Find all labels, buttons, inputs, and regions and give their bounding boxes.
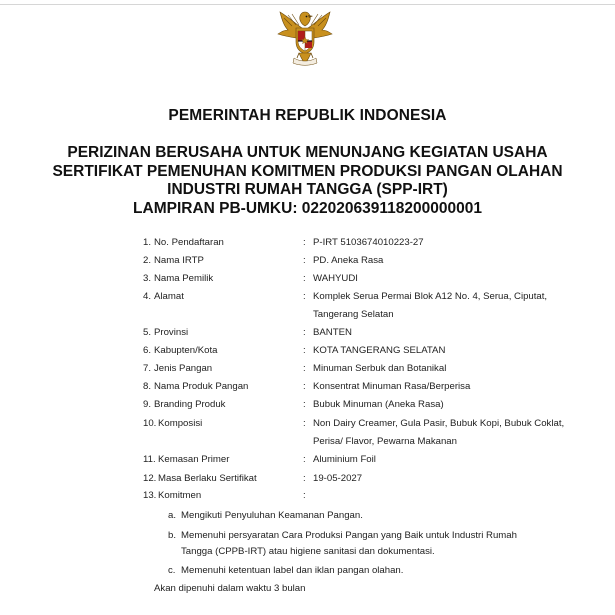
item-separator: :	[303, 345, 306, 356]
item-separator: :	[303, 399, 306, 410]
item-separator: :	[303, 327, 306, 338]
item-label: Nama Produk Pangan	[154, 381, 249, 392]
item-number: 4.	[143, 291, 152, 302]
item-label: Komposisi	[158, 418, 203, 429]
detail-row-alamat	[0, 291, 615, 303]
item-separator: :	[303, 273, 306, 284]
item-number: 11.	[143, 454, 156, 465]
komitmen-letter: c.	[168, 565, 176, 576]
footer-note: Akan dipenuhi dalam waktu 3 bulan	[154, 583, 306, 594]
heading-line-3: INDUSTRI RUMAH TANGGA (SPP-IRT)	[167, 181, 448, 198]
komitmen-item-b	[0, 530, 615, 542]
item-value-continued: Perisa/ Flavor, Pewarna Makanan	[313, 436, 457, 447]
item-separator: :	[303, 454, 306, 465]
item-value: WAHYUDI	[313, 273, 358, 284]
item-separator: :	[303, 473, 306, 484]
item-label: Nama IRTP	[154, 255, 204, 266]
item-value: Non Dairy Creamer, Gula Pasir, Bubuk Kopi, Bubuk Coklat,	[313, 418, 565, 429]
item-number: 1.	[143, 237, 152, 248]
item-number: 2.	[143, 255, 152, 266]
item-separator: :	[303, 363, 306, 374]
item-label: No. Pendaftaran	[154, 237, 224, 248]
detail-row-nama-pemilik	[0, 273, 615, 285]
heading-line-2: SERTIFIKAT PEMENUHAN KOMITMEN PRODUKSI PANGAN OLAHAN	[52, 162, 563, 180]
item-value: KOTA TANGERANG SELATAN	[313, 345, 446, 356]
detail-row-kemasan-primer	[0, 454, 615, 466]
item-label: Komitmen	[158, 490, 202, 501]
detail-row-no-pendaftaran	[0, 237, 615, 249]
item-label: Masa Berlaku Sertifikat	[158, 473, 257, 484]
item-separator: :	[303, 237, 306, 248]
item-separator: :	[303, 490, 306, 501]
detail-row-masa-berlaku	[0, 473, 615, 485]
item-separator: :	[303, 418, 306, 429]
item-label: Alamat	[154, 291, 184, 302]
item-value-continued: Tangerang Selatan	[313, 309, 394, 320]
komitmen-item-c	[0, 565, 615, 577]
detail-row-komposisi	[0, 418, 615, 430]
komitmen-text: Mengikuti Penyuluhan Keamanan Pangan.	[181, 510, 363, 521]
item-separator: :	[303, 291, 306, 302]
item-label: Jenis Pangan	[154, 363, 213, 374]
item-value: 19-05-2027	[313, 473, 363, 484]
item-number: 7.	[143, 363, 152, 374]
detail-row-branding-produk	[0, 399, 615, 411]
detail-row-provinsi	[0, 327, 615, 339]
komitmen-text: Memenuhi persyaratan Cara Produksi Pangan yang Baik untuk Industri Rumah	[181, 530, 517, 541]
item-number: 3.	[143, 273, 152, 284]
item-number: 8.	[143, 381, 152, 392]
detail-row-jenis-pangan	[0, 363, 615, 375]
detail-row-komitmen	[0, 490, 615, 502]
item-value: Aluminium Foil	[313, 454, 376, 465]
item-number: 12.	[143, 473, 157, 484]
top-divider	[0, 4, 615, 5]
footer-note-row	[0, 583, 615, 595]
item-number: 6.	[143, 345, 152, 356]
item-label: Branding Produk	[154, 399, 226, 410]
item-label: Nama Pemilik	[154, 273, 214, 284]
item-number: 10.	[143, 418, 157, 429]
garuda-emblem-icon	[272, 6, 338, 72]
item-value: BANTEN	[313, 327, 352, 338]
komitmen-letter: b.	[168, 530, 177, 541]
komitmen-item-a	[0, 510, 615, 522]
heading-line-1: PERIZINAN BERUSAHA UNTUK MENUNJANG KEGIATAN USAHA	[67, 144, 548, 161]
item-value: PD. Aneka Rasa	[313, 255, 384, 266]
item-number: 5.	[143, 327, 152, 338]
detail-row-komposisi-cont	[0, 436, 615, 448]
detail-row-kabupaten-kota	[0, 345, 615, 357]
komitmen-text-continued: Tangga (CPPB-IRT) atau higiene sanitasi dan dokumentasi.	[181, 546, 435, 557]
item-label: Kemasan Primer	[158, 454, 230, 465]
komitmen-letter: a.	[168, 510, 177, 521]
item-number: 13.	[143, 490, 157, 501]
item-number: 9.	[143, 399, 152, 410]
item-value: Konsentrat Minuman Rasa/Berperisa	[313, 381, 471, 392]
item-separator: :	[303, 381, 306, 392]
komitmen-text: Memenuhi ketentuan label dan iklan pangan olahan.	[181, 565, 404, 576]
government-title: PEMERINTAH REPUBLIK INDONESIA	[168, 107, 447, 124]
item-value: Minuman Serbuk dan Botanikal	[313, 363, 447, 374]
item-value: P-IRT 5103674010223-27	[313, 237, 424, 248]
certificate-heading	[0, 144, 615, 218]
item-value: Komplek Serua Permai Blok A12 No. 4, Serua, Ciputat,	[313, 291, 548, 302]
detail-row-nama-irtp	[0, 255, 615, 267]
heading-line-4: LAMPIRAN PB-UMKU: 022020639118200000001	[133, 199, 482, 217]
item-separator: :	[303, 255, 306, 266]
item-label: Kabupten/Kota	[154, 345, 218, 356]
item-value: Bubuk Minuman (Aneka Rasa)	[313, 399, 444, 410]
item-label: Provinsi	[154, 327, 189, 338]
komitmen-item-b-cont	[0, 546, 615, 558]
detail-row-alamat-cont	[0, 309, 615, 321]
detail-row-nama-produk	[0, 381, 615, 393]
